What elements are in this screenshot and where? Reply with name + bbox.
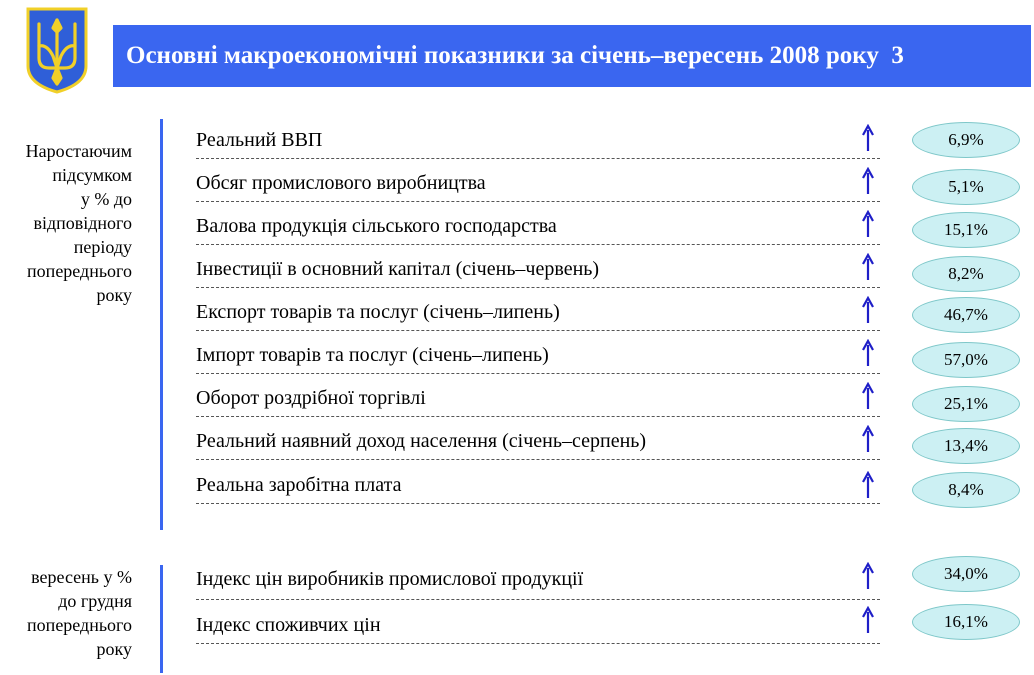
indicator-label: Реальний ВВП: [196, 129, 323, 151]
group-label-line: Наростаючим: [25, 141, 132, 161]
group-label-line: вересень у %: [31, 567, 132, 587]
arrow-up-icon: [861, 425, 875, 453]
arrow-up-icon: [861, 296, 875, 324]
arrow-up-icon: [861, 471, 875, 499]
row-divider: [196, 373, 880, 374]
value-badge: 5,1%: [912, 169, 1020, 205]
row-divider: [196, 416, 880, 417]
group-label-line: до грудня: [58, 591, 132, 611]
group-label-line: відповідного: [33, 213, 132, 233]
indicator-label: Експорт товарів та послуг (січень–липень): [196, 301, 560, 323]
value-badge: 34,0%: [912, 556, 1020, 592]
group-divider: [160, 119, 163, 530]
value-badge: 15,1%: [912, 212, 1020, 248]
arrow-up-icon: [861, 124, 875, 152]
group-label-line: року: [96, 639, 132, 659]
group-label-line: року: [96, 285, 132, 305]
group-label-line: попереднього: [27, 261, 132, 281]
indicator-label: Реальна заробітна плата: [196, 474, 402, 496]
indicator-label: Індекс цін виробників промислової продукції: [196, 568, 584, 590]
indicator-label: Індекс споживчих цін: [196, 614, 381, 636]
row-divider: [196, 330, 880, 331]
row-divider: [196, 287, 880, 288]
group-label-cumulative: [0, 139, 132, 307]
row-divider: [196, 503, 880, 504]
page-title: [126, 42, 904, 70]
arrow-up-icon: [861, 562, 875, 590]
arrow-up-icon: [861, 167, 875, 195]
arrow-up-icon: [861, 253, 875, 281]
indicator-label: Реальний наявний доход населення (січень–серпень): [196, 430, 647, 452]
row-divider: [196, 201, 880, 202]
group-label-line: попереднього: [27, 615, 132, 635]
title-bar: [113, 25, 1031, 87]
group-label-line: підсумком: [52, 165, 132, 185]
indicator-label: Обсяг промислового виробництва: [196, 172, 486, 194]
trident-emblem-icon: [25, 6, 89, 94]
indicator-label: Інвестиції в основний капітал (січень–червень): [196, 258, 600, 280]
indicator-label: Валова продукція сільського господарства: [196, 215, 557, 237]
title-text: Основні макроекономічні показники за січень–вересень 2008 року: [126, 42, 879, 69]
value-badge: 57,0%: [912, 342, 1020, 378]
group-label-september: [0, 565, 132, 661]
value-badge: 46,7%: [912, 297, 1020, 333]
row-divider: [196, 599, 880, 600]
row-divider: [196, 643, 880, 644]
group-label-line: у % до: [80, 189, 132, 209]
value-badge: 8,2%: [912, 256, 1020, 292]
group-label-line: періоду: [73, 237, 132, 257]
value-badge: 25,1%: [912, 386, 1020, 422]
arrow-up-icon: [861, 339, 875, 367]
value-badge: 8,4%: [912, 472, 1020, 508]
arrow-up-icon: [861, 606, 875, 634]
row-divider: [196, 244, 880, 245]
row-divider: [196, 459, 880, 460]
arrow-up-icon: [861, 210, 875, 238]
row-divider: [196, 158, 880, 159]
group-divider: [160, 565, 163, 673]
arrow-up-icon: [861, 382, 875, 410]
page-number: 3: [891, 42, 904, 69]
value-badge: 13,4%: [912, 428, 1020, 464]
indicator-label: Оборот роздрібної торгівлі: [196, 387, 426, 409]
value-badge: 16,1%: [912, 604, 1020, 640]
indicator-label: Імпорт товарів та послуг (січень–липень): [196, 344, 549, 366]
value-badge: 6,9%: [912, 122, 1020, 158]
